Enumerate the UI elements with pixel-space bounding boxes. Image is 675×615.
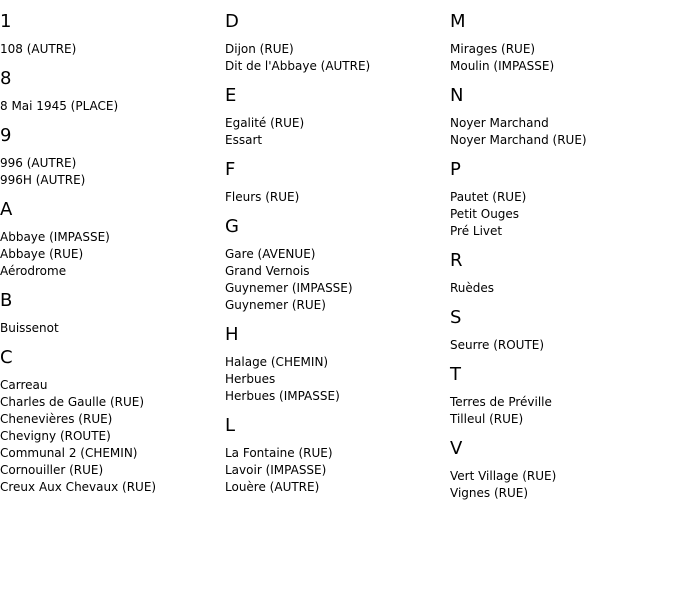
street-list — [225, 189, 450, 216]
street-link[interactable]: Herbues (IMPASSE) — [225, 389, 340, 403]
street-link[interactable]: Petit Ouges — [450, 207, 520, 221]
street-list — [0, 41, 225, 68]
street-link[interactable]: 996 (AUTRE) — [0, 156, 77, 170]
street-list — [0, 98, 225, 125]
street-link[interactable]: Aérodrome — [0, 264, 67, 278]
letter-group — [0, 11, 225, 68]
street-list — [0, 377, 225, 506]
street-list — [450, 115, 675, 159]
letter-heading: R — [450, 250, 463, 271]
letter-heading: E — [225, 85, 237, 106]
letter-heading: P — [450, 159, 461, 180]
street-list — [450, 394, 675, 438]
letter-heading: 8 — [0, 68, 12, 89]
letter-heading: B — [0, 290, 13, 311]
street-link[interactable]: Charles de Gaulle (RUE) — [0, 395, 145, 409]
street-link[interactable]: Noyer Marchand — [450, 116, 549, 130]
street-link[interactable]: Guynemer (IMPASSE) — [225, 281, 353, 295]
street-link[interactable]: Chenevières (RUE) — [0, 412, 113, 426]
street-list — [450, 189, 675, 250]
letter-group — [0, 347, 225, 506]
letter-heading: C — [0, 347, 13, 368]
street-link[interactable]: Halage (CHEMIN) — [225, 355, 329, 369]
street-list — [225, 246, 450, 324]
street-list — [225, 41, 450, 85]
street-link[interactable]: Creux Aux Chevaux (RUE) — [0, 480, 157, 494]
letter-group — [0, 199, 225, 290]
street-link[interactable]: Ruèdes — [450, 281, 495, 295]
street-list — [225, 445, 450, 506]
street-list — [0, 229, 225, 290]
street-link[interactable]: Pautet (RUE) — [450, 190, 527, 204]
street-list — [450, 41, 675, 85]
letter-group — [225, 85, 450, 159]
street-index-column-3 — [450, 11, 675, 512]
street-link[interactable]: Fleurs (RUE) — [225, 190, 300, 204]
letter-heading: 1 — [0, 11, 12, 32]
letter-heading: F — [225, 159, 236, 180]
street-link[interactable]: Vert Village (RUE) — [450, 469, 557, 483]
street-link[interactable]: Pré Livet — [450, 224, 503, 238]
street-link[interactable]: Grand Vernois — [225, 264, 310, 278]
letter-heading: G — [225, 216, 239, 237]
street-link[interactable]: Abbaye (RUE) — [0, 247, 84, 261]
letter-heading: H — [225, 324, 239, 345]
letter-heading: A — [0, 199, 13, 220]
street-link[interactable]: Essart — [225, 133, 263, 147]
street-link[interactable]: Dijon (RUE) — [225, 42, 294, 56]
street-list — [225, 354, 450, 415]
street-link[interactable]: Vignes (RUE) — [450, 486, 529, 500]
letter-group — [225, 216, 450, 324]
street-link[interactable]: 8 Mai 1945 (PLACE) — [0, 99, 119, 113]
street-link[interactable]: Buissenot — [0, 321, 59, 335]
street-list — [450, 337, 675, 364]
street-list — [0, 320, 225, 347]
street-link[interactable]: Lavoir (IMPASSE) — [225, 463, 327, 477]
street-list — [450, 468, 675, 512]
street-index-column-2 — [225, 11, 450, 506]
letter-heading: 9 — [0, 125, 12, 146]
street-index-column-1 — [0, 11, 225, 506]
letter-group — [225, 11, 450, 85]
letter-group — [0, 290, 225, 347]
street-link[interactable]: Gare (AVENUE) — [225, 247, 316, 261]
street-link[interactable]: Seurre (ROUTE) — [450, 338, 545, 352]
letter-group — [450, 85, 675, 159]
letter-heading: D — [225, 11, 239, 32]
street-link[interactable]: Communal 2 (CHEMIN) — [0, 446, 138, 460]
street-link[interactable]: Moulin (IMPASSE) — [450, 59, 555, 73]
street-link[interactable]: 996H (AUTRE) — [0, 173, 86, 187]
street-link[interactable]: La Fontaine (RUE) — [225, 446, 333, 460]
street-link[interactable]: Cornouiller (RUE) — [0, 463, 104, 477]
street-list — [450, 280, 675, 307]
letter-heading: N — [450, 85, 464, 106]
letter-group — [0, 68, 225, 125]
letter-group — [450, 307, 675, 364]
street-link[interactable]: 108 (AUTRE) — [0, 42, 77, 56]
letter-group — [450, 438, 675, 512]
letter-group — [225, 415, 450, 506]
letter-group — [225, 159, 450, 216]
street-list — [225, 115, 450, 159]
letter-group — [450, 11, 675, 85]
street-link[interactable]: Dit de l'Abbaye (AUTRE) — [225, 59, 371, 73]
letter-heading: S — [450, 307, 462, 328]
street-link[interactable]: Herbues — [225, 372, 276, 386]
letter-group — [225, 324, 450, 415]
street-link[interactable]: Carreau — [0, 378, 48, 392]
street-link[interactable]: Egalité (RUE) — [225, 116, 305, 130]
street-link[interactable]: Terres de Préville — [450, 395, 552, 409]
street-link[interactable]: Noyer Marchand (RUE) — [450, 133, 587, 147]
letter-group — [450, 159, 675, 250]
street-link[interactable]: Tilleul (RUE) — [450, 412, 524, 426]
letter-group — [0, 125, 225, 199]
street-link[interactable]: Chevigny (ROUTE) — [0, 429, 111, 443]
street-list — [0, 155, 225, 199]
street-link[interactable]: Abbaye (IMPASSE) — [0, 230, 110, 244]
street-link[interactable]: Louère (AUTRE) — [225, 480, 320, 494]
letter-heading: M — [450, 11, 466, 32]
street-link[interactable]: Guynemer (RUE) — [225, 298, 326, 312]
street-link[interactable]: Mirages (RUE) — [450, 42, 536, 56]
letter-heading: V — [450, 438, 463, 459]
letter-group — [450, 250, 675, 307]
letter-group — [450, 364, 675, 438]
letter-heading: L — [225, 415, 236, 436]
letter-heading: T — [450, 364, 461, 385]
